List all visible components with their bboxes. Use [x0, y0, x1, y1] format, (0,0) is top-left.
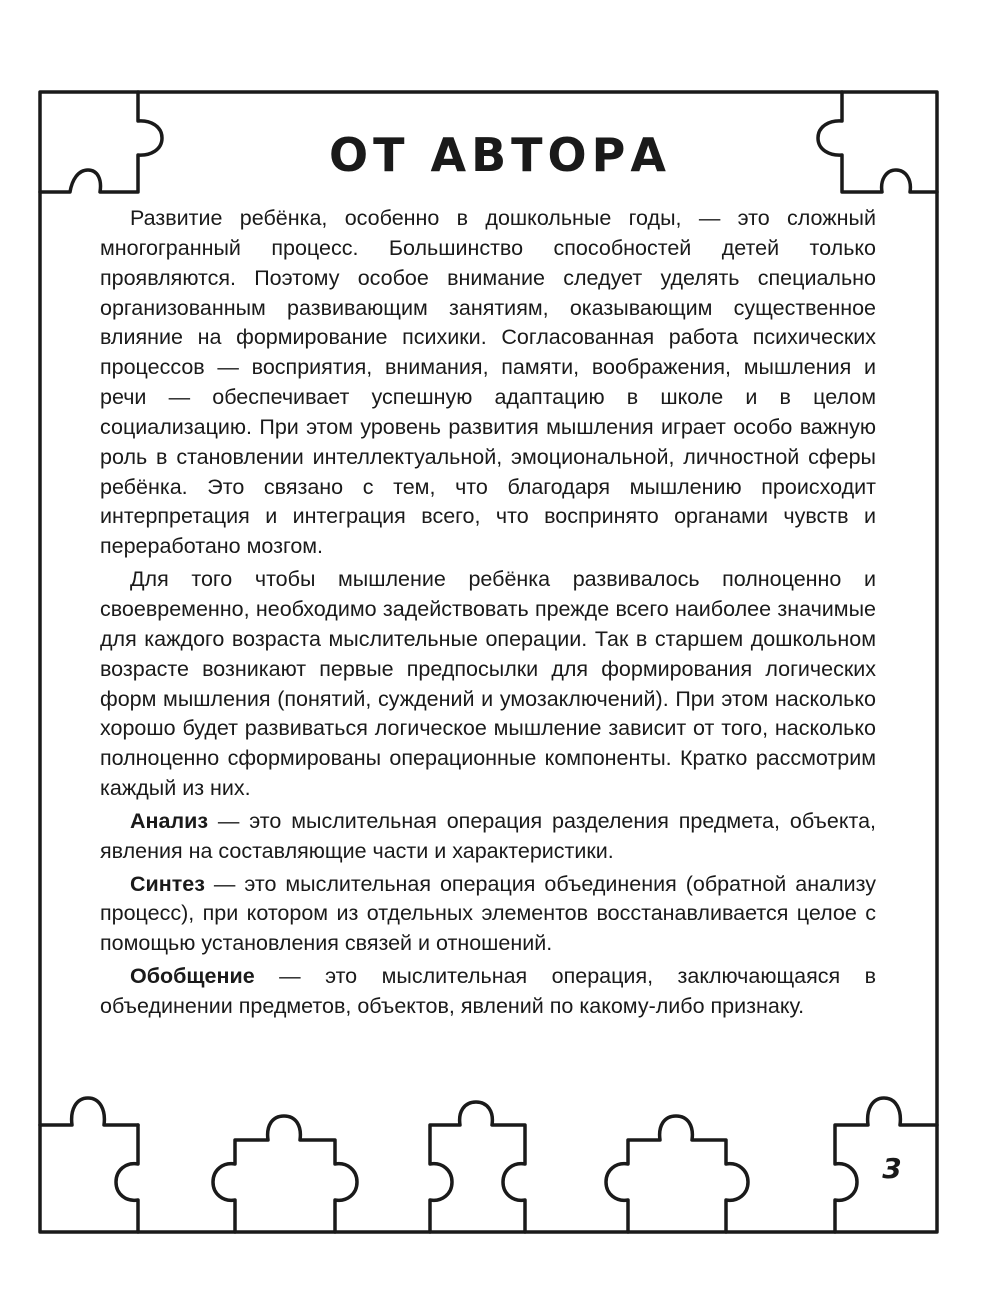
puzzle-piece-bottom-left-icon [40, 1098, 138, 1125]
puzzle-piece-bottom-4-icon [606, 1116, 748, 1232]
paragraph-intro: Развитие ребёнка, особенно в дошкольные годы, — это сложный многогранный процесс. Большинство способностей детей только проявляются. Поэтому особое внимание следует уделять специально организованным развивающим занятиям, оказывающим существенное влияние на формирование психики. Согласованная работа психических процессов — восприятия, внимания, памяти, воображения, мышления и речи — обеспечивает успешную адаптацию в школе и в целом социализацию. При этом уровень развития мышления играет особо важную роль в становлении интеллектуальной, эмоциональной, личностной сферы ребёнка. Это связано с тем, что благодаря мышлению происходит интерпретация и интеграция всего, что воспринято органами чувств и переработано мозгом. [100, 206, 876, 559]
paragraph-generalization: Обобщение — это мыслительная операция, заключающаяся в объединении предметов, объектов, явлений по какому-либо признаку. [100, 964, 876, 1018]
puzzle-piece-bottom-3-icon [430, 1102, 525, 1232]
page-title: ОТ АВТОРА [329, 128, 671, 182]
term-synthesis: Синтез [130, 871, 205, 896]
page-number: 3 [882, 1152, 902, 1185]
paragraph-synthesis: Синтез — это мыслительная операция объединения (обратной анализу процесс), при котором из отдельных элементов восстанавливается целое с помощью установления связей и отношений. [100, 871, 876, 956]
paragraph-operations: Для того чтобы мышление ребёнка развивалось полноценно и своевременно, необходимо задействовать прежде всего наиболее значимые для каждого возраста мыслительные операции. Так в старшем дошкольном возрасте возникают первые предпосылки для формирования логических форм мышления (понятий, суждений и умозаключений). При этом насколько хорошо будет развиваться логическое мышление зависит от того, насколько полноценно сформированы операционные компоненты. Кратко рассмотрим каждый из них. [100, 567, 876, 801]
term-generalization: Обобщение [130, 964, 255, 989]
term-analysis: Анализ [130, 808, 209, 833]
paragraph-analysis: Анализ — это мыслительная операция разделения предмета, объекта, явления на составляющие части и характеристики. [100, 808, 876, 863]
puzzle-piece-bottom-1-icon [116, 1125, 138, 1232]
puzzle-piece-bottom-2-icon [213, 1116, 357, 1232]
author-foreword-text [100, 204, 876, 1024]
